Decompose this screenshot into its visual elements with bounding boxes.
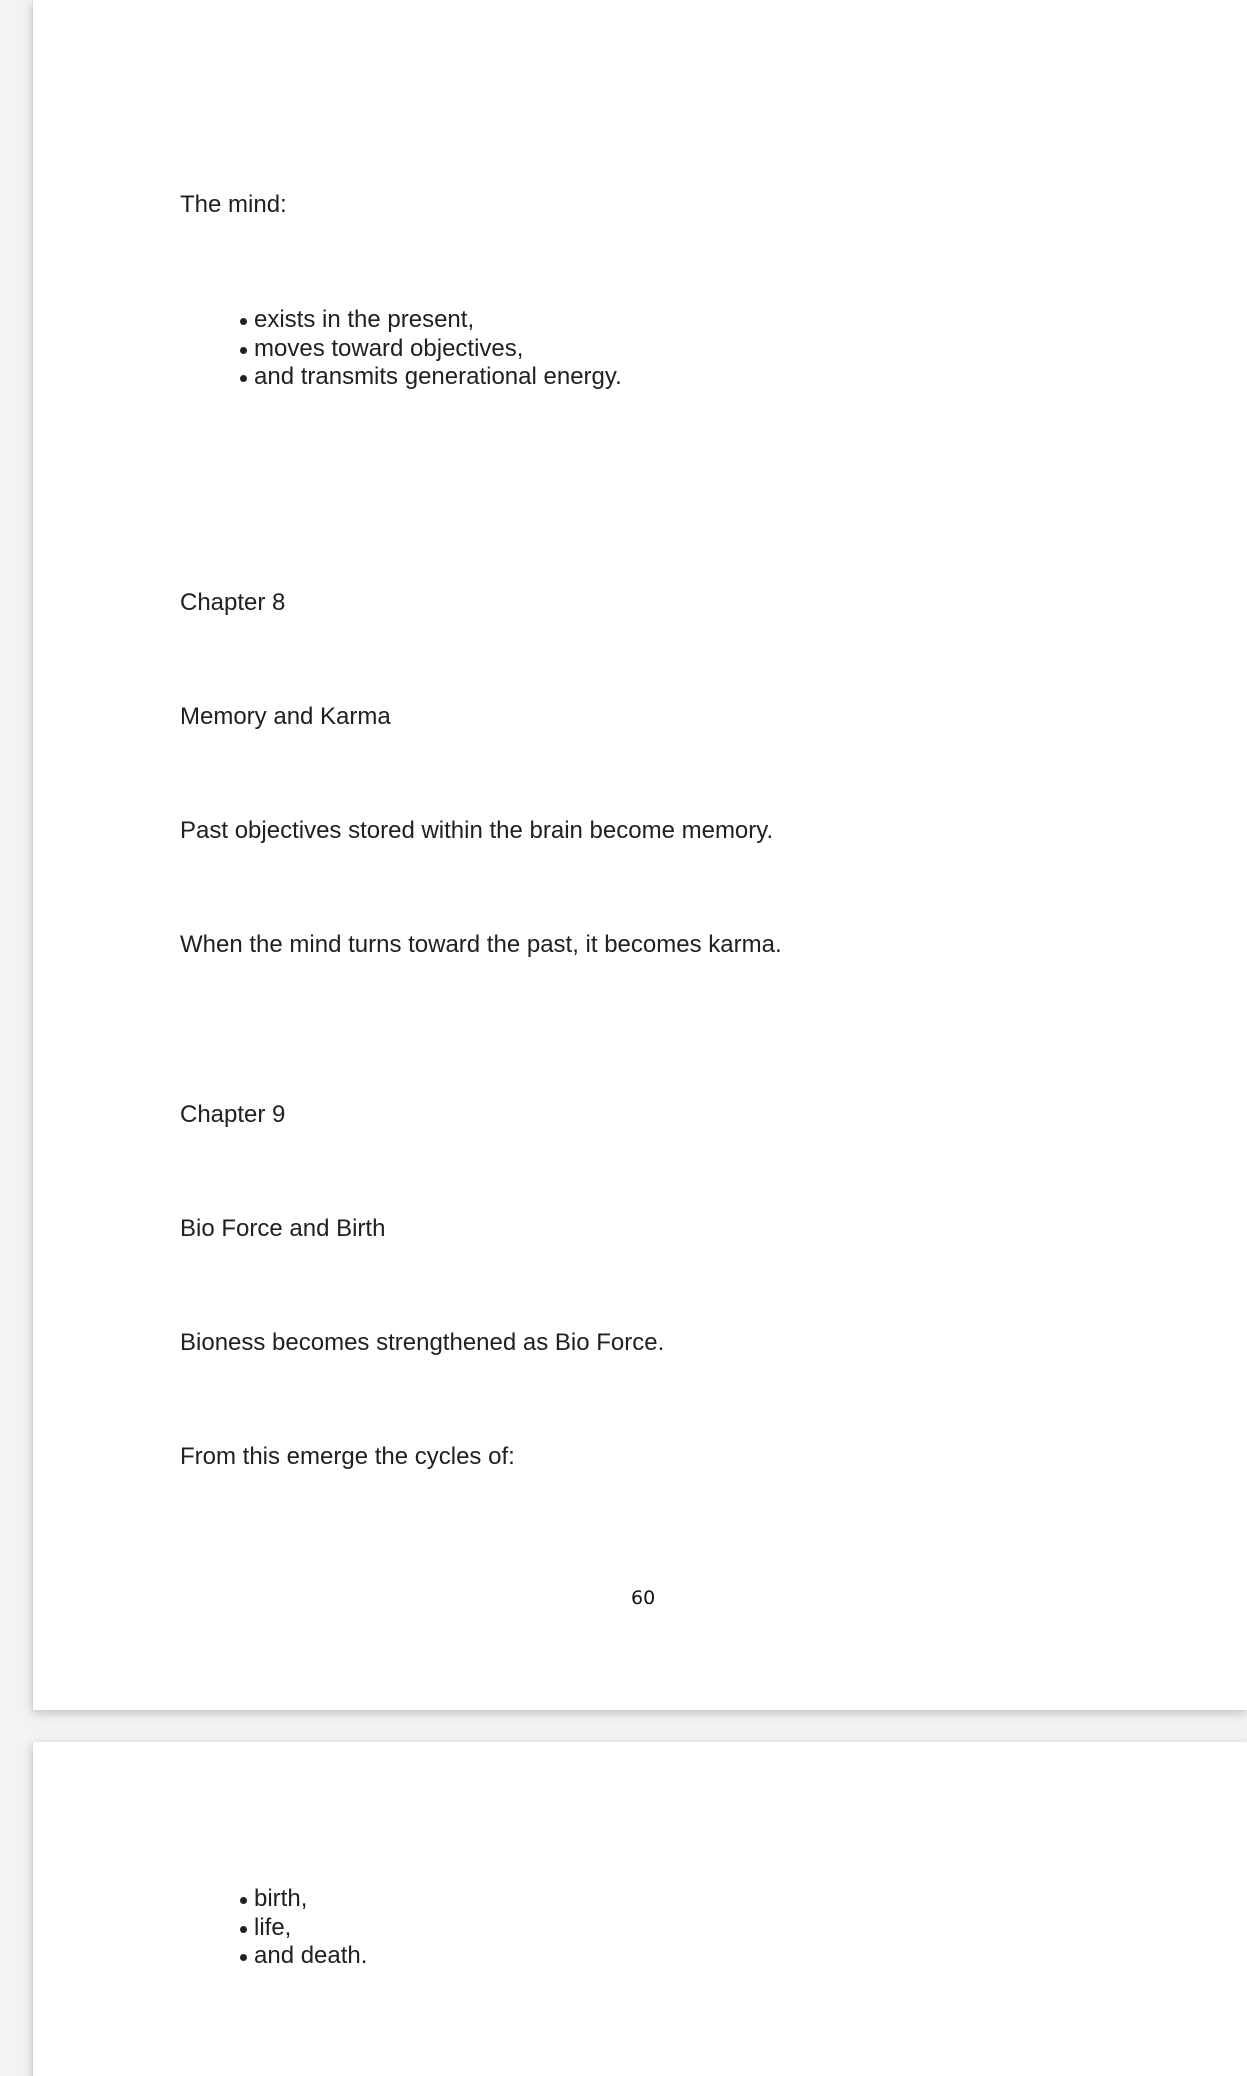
paragraph-memory: Past objectives stored within the brain become memory. [180,817,774,844]
document-page-61 [33,1742,1247,2076]
list-item: birth, [240,1885,367,1914]
chapter-9-title: Bio Force and Birth [180,1215,386,1242]
list-item: and death. [240,1942,367,1971]
page-number: 60 [631,1587,656,1609]
paragraph-cycles: From this emerge the cycles of: [180,1443,515,1470]
list-item: moves toward objectives, [240,335,622,364]
paragraph-bio-force: Bioness becomes strengthened as Bio Force. [180,1329,665,1356]
chapter-9-heading: Chapter 9 [180,1101,286,1128]
cycle-bullet-list [240,1885,367,1971]
mind-bullet-list [240,306,622,392]
list-item: exists in the present, [240,306,622,335]
list-item: and transmits generational energy. [240,363,622,392]
document-page-60 [33,0,1247,1710]
intro-text: The mind: [180,191,287,218]
paragraph-karma: When the mind turns toward the past, it becomes karma. [180,931,782,958]
list-item: life, [240,1914,367,1943]
chapter-8-heading: Chapter 8 [180,589,286,616]
chapter-8-title: Memory and Karma [180,703,391,730]
